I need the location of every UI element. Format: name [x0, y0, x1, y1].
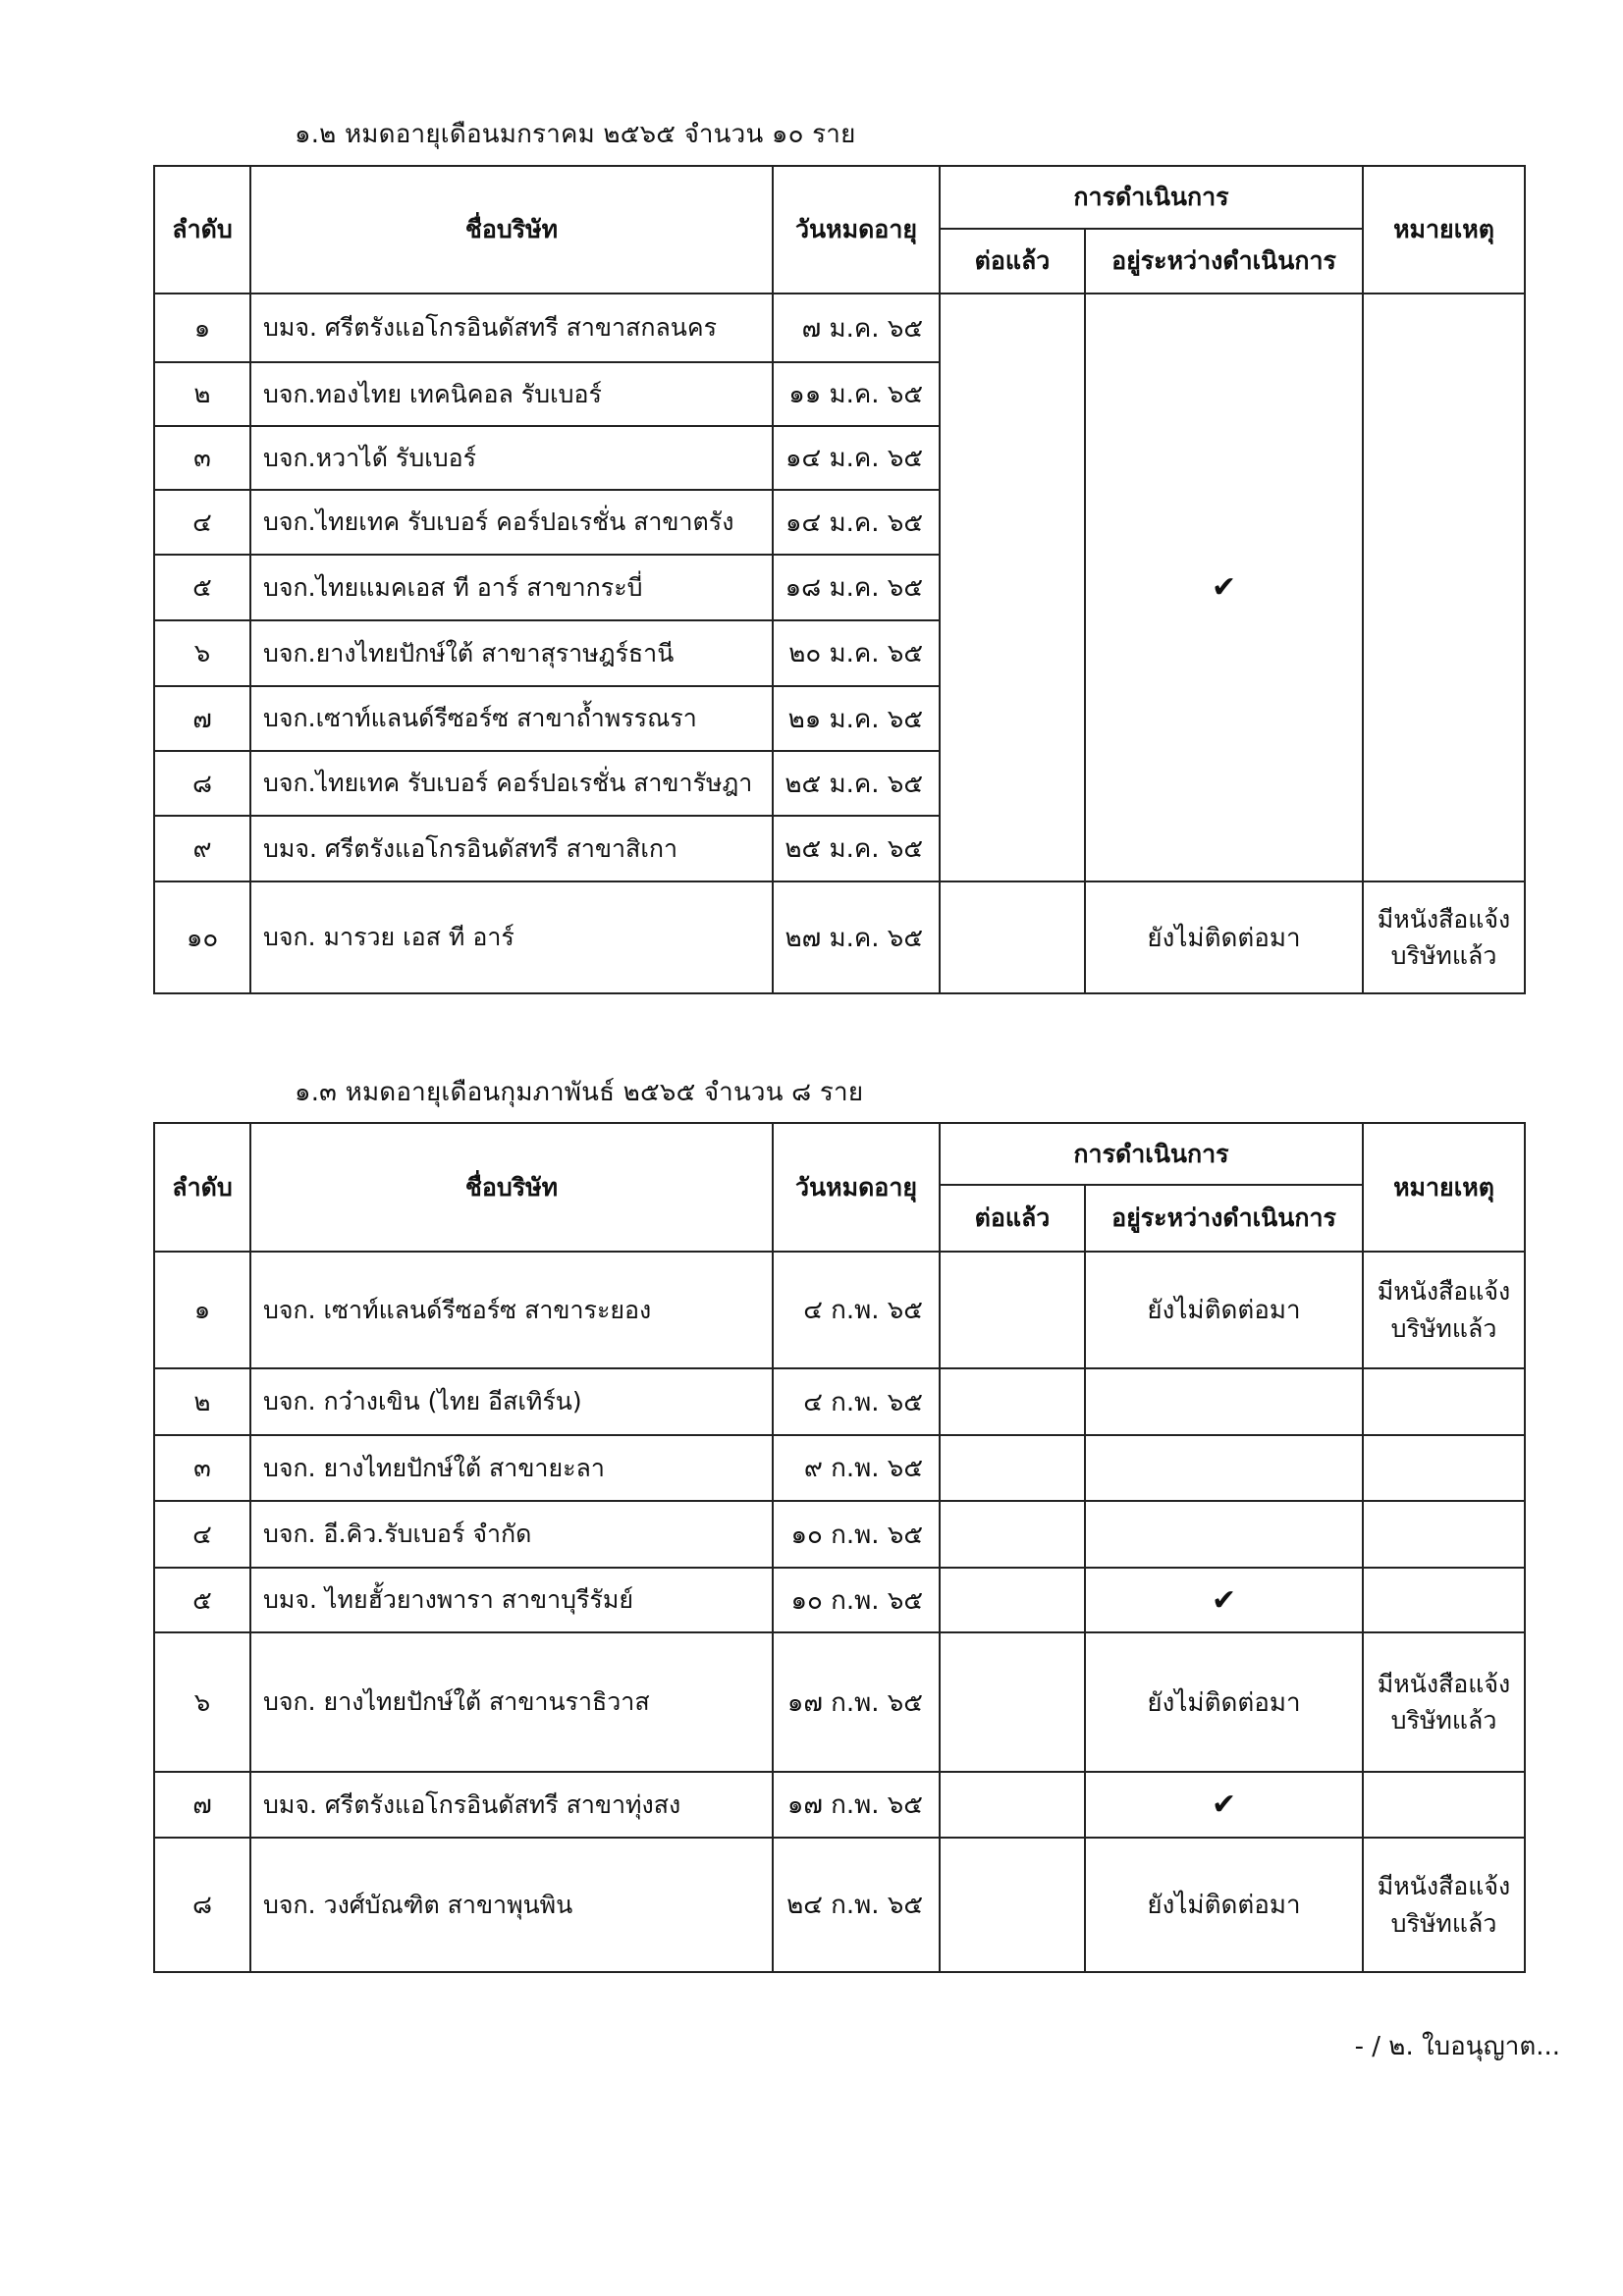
row-in-progress: [1085, 1501, 1363, 1568]
table-row: [154, 1501, 1525, 1568]
row-company: บจก.ไทยเทค รับเบอร์ คอร์ปอเรชั่น สาขารัษฎา: [250, 751, 773, 816]
row-remark: [1363, 1838, 1525, 1972]
col-header-action: การดำเนินการ: [940, 1123, 1363, 1185]
row-company: บมจ. ศรีตรังแอโกรอินดัสทรี สาขาสกลนคร: [250, 294, 773, 362]
row-no: ๓: [154, 426, 250, 490]
row-done: [940, 1368, 1085, 1435]
table-row: [154, 1838, 1525, 1972]
row-expiry: ๑๔ ม.ค. ๖๕: [773, 490, 940, 555]
row-company: บมจ. ไทยฮั้วยางพารา สาขาบุรีรัมย์: [250, 1568, 773, 1632]
row-in-progress: ยังไม่ติดต่อมา: [1085, 1838, 1363, 1972]
row-remark: [1363, 1252, 1525, 1368]
table-row: [154, 1435, 1525, 1501]
section-2-heading: ๑.๓ หมดอายุเดือนกุมภาพันธ์ ๒๕๖๕ จำนวน ๘ ราย: [295, 1078, 864, 1107]
row-no: ๑: [154, 294, 250, 362]
row-remark: [1363, 1435, 1525, 1501]
col-header-in-progress: อยู่ระหว่างดำเนินการ: [1085, 1185, 1363, 1252]
row-expiry: ๑๐ ก.พ. ๖๕: [773, 1501, 940, 1568]
table-row: [154, 1368, 1525, 1435]
row-expiry: ๒๔ ก.พ. ๖๕: [773, 1838, 940, 1972]
row-no: ๒: [154, 1368, 250, 1435]
col-header-action: การดำเนินการ: [940, 166, 1363, 229]
row-remark: [1363, 1632, 1525, 1772]
row-expiry: ๒๕ ม.ค. ๖๕: [773, 751, 940, 816]
row-expiry: ๑๗ ก.พ. ๖๕: [773, 1632, 940, 1772]
row-expiry: ๒๗ ม.ค. ๖๕: [773, 881, 940, 993]
col-header-company: ชื่อบริษัท: [250, 166, 773, 294]
row-expiry: ๙ ก.พ. ๖๕: [773, 1435, 940, 1501]
row-done: [940, 881, 1085, 993]
row-in-progress: [1085, 1435, 1363, 1501]
row-expiry: ๒๐ ม.ค. ๖๕: [773, 620, 940, 686]
row-company: บจก.ยางไทยปักษ์ใต้ สาขาสุราษฎร์ธานี: [250, 620, 773, 686]
row-expiry: ๑๑ ม.ค. ๖๕: [773, 362, 940, 426]
row-expiry: ๔ ก.พ. ๖๕: [773, 1368, 940, 1435]
row-done: [940, 1838, 1085, 1972]
row-no: ๙: [154, 816, 250, 881]
row-no: ๕: [154, 1568, 250, 1632]
row-company: บจก. วงศ์บัณฑิต สาขาพุนพิน: [250, 1838, 773, 1972]
row-no: ๗: [154, 686, 250, 751]
row-company: บจก.ทองไทย เทคนิคอล รับเบอร์: [250, 362, 773, 426]
col-header-remark: หมายเหตุ: [1363, 1123, 1525, 1252]
row-company: บจก.ไทยแมคเอส ที อาร์ สาขากระบี่: [250, 555, 773, 620]
row-company: บจก. อี.คิว.รับเบอร์ จำกัด: [250, 1501, 773, 1568]
col-header-done: ต่อแล้ว: [940, 1185, 1085, 1252]
row-in-progress: ยังไม่ติดต่อมา: [1085, 1632, 1363, 1772]
row-no: ๓: [154, 1435, 250, 1501]
row-no: ๒: [154, 362, 250, 426]
row-no: ๘: [154, 751, 250, 816]
row-remark: [1363, 1568, 1525, 1632]
row-done: [940, 1632, 1085, 1772]
february-expiry-table: [153, 1122, 1526, 1973]
col-header-expiry: วันหมดอายุ: [773, 166, 940, 294]
check-mark-icon: ✔: [1085, 1772, 1363, 1838]
col-header-no: ลำดับ: [154, 1123, 250, 1252]
row-no: ๗: [154, 1772, 250, 1838]
row-no: ๕: [154, 555, 250, 620]
row-no: ๔: [154, 490, 250, 555]
row-company: บจก. มารวย เอส ที อาร์: [250, 881, 773, 993]
row-done: [940, 1501, 1085, 1568]
table-row: [154, 881, 1525, 993]
remark-line: มีหนังสือแจ้ง: [1377, 904, 1511, 934]
row-company: บมจ. ศรีตรังแอโกรอินดัสทรี สาขาทุ่งสง: [250, 1772, 773, 1838]
row-no: ๔: [154, 1501, 250, 1568]
table-row: [154, 1568, 1525, 1632]
row-no: ๖: [154, 1632, 250, 1772]
col-header-expiry: วันหมดอายุ: [773, 1123, 940, 1252]
row-no: ๘: [154, 1838, 250, 1972]
table-header-row: [154, 1123, 1525, 1185]
col-header-company: ชื่อบริษัท: [250, 1123, 773, 1252]
row-expiry: ๒๑ ม.ค. ๖๕: [773, 686, 940, 751]
row-remark: [1363, 1772, 1525, 1838]
remark-line: บริษัทแล้ว: [1390, 941, 1497, 970]
check-mark-icon: ✔: [1211, 570, 1237, 605]
table-row: [154, 1632, 1525, 1772]
row-company: บจก. ยางไทยปักษ์ใต้ สาขานราธิวาส: [250, 1632, 773, 1772]
row-done: [940, 1772, 1085, 1838]
row-company: บจก.เซาท์แลนด์รีซอร์ซ สาขาถ้ำพรรณรา: [250, 686, 773, 751]
next-page-reference: - / ๒. ใบอนุญาต...: [1354, 2032, 1560, 2061]
col-header-in-progress: อยู่ระหว่างดำเนินการ: [1085, 229, 1363, 294]
row-expiry: ๒๕ ม.ค. ๖๕: [773, 816, 940, 881]
row-expiry: ๑๘ ม.ค. ๖๕: [773, 555, 940, 620]
remark-line: มีหนังสือแจ้ง: [1377, 1277, 1511, 1306]
col-header-done: ต่อแล้ว: [940, 229, 1085, 294]
row-in-progress-merged: [1085, 294, 1363, 881]
row-expiry: ๔ ก.พ. ๖๕: [773, 1252, 940, 1368]
remark-line: มีหนังสือแจ้ง: [1377, 1669, 1511, 1698]
table-row: [154, 1772, 1525, 1838]
row-expiry: ๑๐ ก.พ. ๖๕: [773, 1568, 940, 1632]
row-company: บจก. เซาท์แลนด์รีซอร์ซ สาขาระยอง: [250, 1252, 773, 1368]
row-no: ๑: [154, 1252, 250, 1368]
row-done-merged: [940, 294, 1085, 881]
row-no: ๖: [154, 620, 250, 686]
section-1-heading: ๑.๒ หมดอายุเดือนมกราคม ๒๕๖๕ จำนวน ๑๐ ราย: [295, 120, 856, 149]
check-mark-icon: ✔: [1085, 1568, 1363, 1632]
row-done: [940, 1568, 1085, 1632]
remark-line: มีหนังสือแจ้ง: [1377, 1872, 1511, 1900]
row-expiry: ๑๗ ก.พ. ๖๕: [773, 1772, 940, 1838]
row-remark: [1363, 1501, 1525, 1568]
row-company: บจก.ไทยเทค รับเบอร์ คอร์ปอเรชั่น สาขาตรัง: [250, 490, 773, 555]
row-company: บมจ. ศรีตรังแอโกรอินดัสทรี สาขาสิเกา: [250, 816, 773, 881]
row-done: [940, 1252, 1085, 1368]
row-expiry: ๑๔ ม.ค. ๖๕: [773, 426, 940, 490]
table-row: [154, 294, 1525, 362]
row-company: บจก. ยางไทยปักษ์ใต้ สาขายะลา: [250, 1435, 773, 1501]
row-in-progress: [1085, 1368, 1363, 1435]
remark-line: บริษัทแล้ว: [1390, 1313, 1497, 1343]
row-remark: [1363, 1368, 1525, 1435]
row-in-progress: ยังไม่ติดต่อมา: [1085, 881, 1363, 993]
row-done: [940, 1435, 1085, 1501]
table-header-row: [154, 166, 1525, 229]
table-row: [154, 1252, 1525, 1368]
row-expiry: ๗ ม.ค. ๖๕: [773, 294, 940, 362]
remark-line: บริษัทแล้ว: [1390, 1706, 1497, 1735]
col-header-remark: หมายเหตุ: [1363, 166, 1525, 294]
row-remark: [1363, 881, 1525, 993]
row-company: บจก.หวาได้ รับเบอร์: [250, 426, 773, 490]
january-expiry-table: [153, 165, 1526, 994]
row-in-progress: ยังไม่ติดต่อมา: [1085, 1252, 1363, 1368]
row-remark-merged: [1363, 294, 1525, 881]
col-header-no: ลำดับ: [154, 166, 250, 294]
row-company: บจก. กว๋างเขิน (ไทย อีสเทิร์น): [250, 1368, 773, 1435]
row-no: ๑๐: [154, 881, 250, 993]
remark-line: บริษัทแล้ว: [1390, 1908, 1497, 1938]
